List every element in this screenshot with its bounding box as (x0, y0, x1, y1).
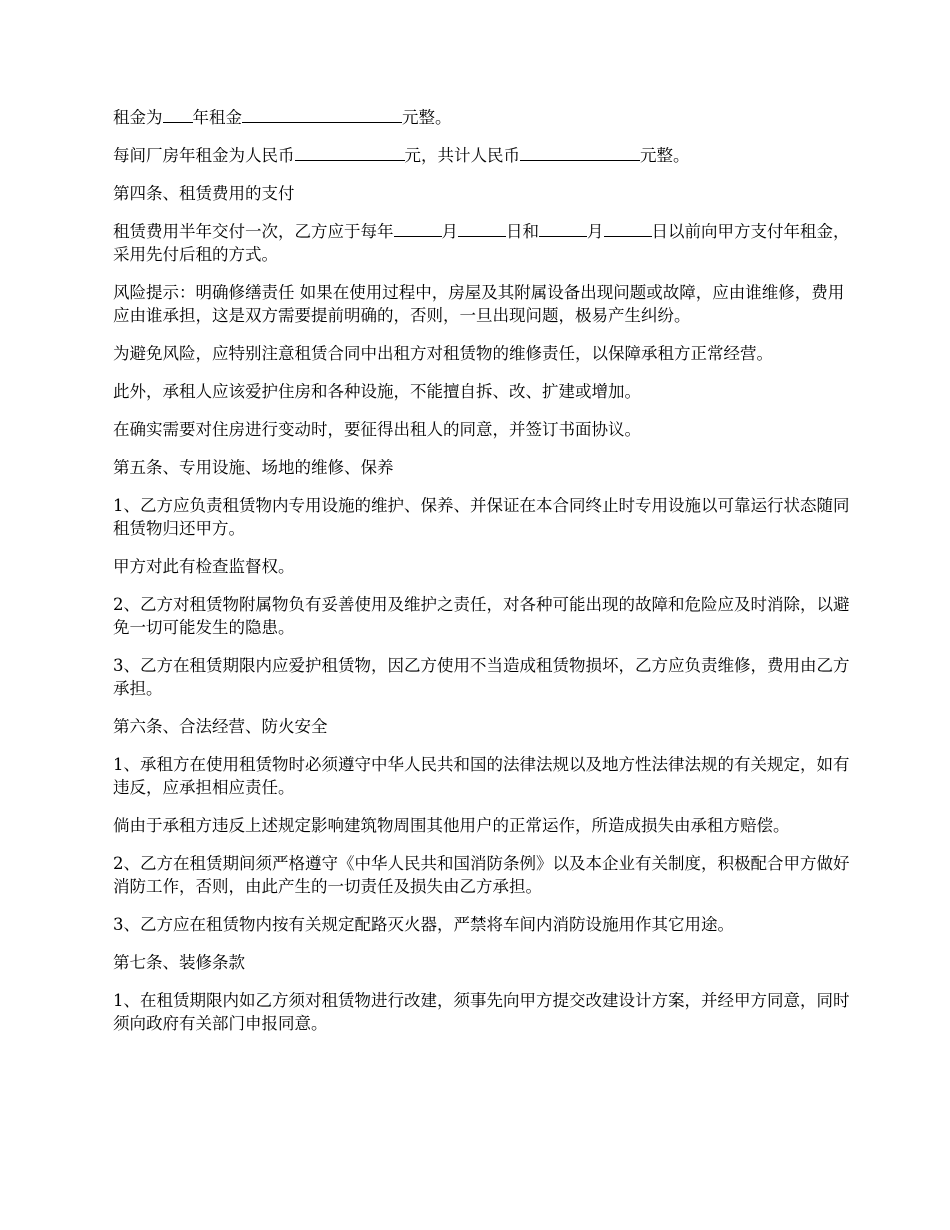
article-4-payment (113, 220, 853, 266)
document-page (113, 106, 853, 1050)
workshop-rent-blank (295, 144, 405, 161)
month2-blank (539, 220, 587, 237)
article-5-item-2: 2、乙方对租赁物附属物负有妥善使用及维护之责任，对各种可能出现的故障和危险应及时消除，以避免一切可能发生的隐患。 (113, 595, 850, 637)
article-6-compensate: 倘由于承租方违反上述规定影响建筑物周围其他用户的正常运作，所造成损失由承租方赔偿。 (113, 816, 790, 835)
month1-blank (394, 220, 442, 237)
article-6-item-1: 1、承租方在使用租赁物时必须遵守中华人民共和国的法律法规以及地方性法律法规的有关规定，如有违反，应承担相应责任。 (113, 755, 850, 797)
workshop-rent-part1: 每间厂房年租金为人民币 (113, 146, 295, 165)
payment-part1: 租赁费用半年交付一次，乙方应于每年 (113, 222, 394, 241)
article-7-item-1: 1、在租赁期限内如乙方须对租赁物进行改建，须事先向甲方提交改建设计方案，并经甲方同意，同时须向政府有关部门申报同意。 (113, 991, 850, 1033)
rent-line (113, 106, 853, 129)
avoid-risk: 为避免风险，应特别注意租赁合同中出租方对租赁物的维修责任，以保障承租方正常经营。 (113, 344, 773, 363)
article-5-item-3: 3、乙方在租赁期限内应爱护租赁物，因乙方使用不当造成租赁物损坏，乙方应负责维修，费用由乙方承担。 (113, 656, 850, 698)
article-7-title: 第七条、装修条款 (113, 953, 245, 972)
workshop-rent-part2: 元，共计人民币 (404, 146, 520, 165)
workshop-rent-line (113, 144, 853, 167)
day1-blank (458, 220, 506, 237)
article-6-item-3: 3、乙方应在租赁物内按有关规定配路灭火器，严禁将车间内消防设施用作其它用途。 (113, 915, 734, 934)
total-rent-blank (520, 144, 640, 161)
rent-years-blank (163, 106, 193, 123)
changes: 在确实需要对住房进行变动时，要征得出租人的同意，并签订书面协议。 (113, 420, 641, 439)
payment-month1: 月 (441, 222, 458, 241)
rent-line-part3: 元整。 (402, 108, 452, 127)
article-5-supervise: 甲方对此有检查监督权。 (113, 557, 295, 576)
besides: 此外，承租人应该爱护住房和各种设施，不能擅自拆、改、扩建或增加。 (113, 382, 641, 401)
rent-line-part1: 租金为 (113, 108, 163, 127)
annual-rent-blank (242, 106, 402, 123)
article-6-item-2: 2、乙方在租赁期间须严格遵守《中华人民共和国消防条例》以及本企业有关制度，积极配合甲方做好消防工作，否则，由此产生的一切责任及损失由乙方承担。 (113, 854, 850, 896)
article-5-item-1: 1、乙方应负责租赁物内专用设施的维护、保养、并保证在本合同终止时专用设施以可靠运行状态随同租赁物归还甲方。 (113, 496, 850, 538)
article-6-title: 第六条、合法经营、防火安全 (113, 717, 328, 736)
day2-blank (604, 220, 652, 237)
rent-line-part2: 年租金 (192, 108, 242, 127)
risk-tip: 风险提示：明确修缮责任 如果在使用过程中，房屋及其附属设备出现问题或故障，应由谁维修，费用应由谁承担，这是双方需要提前明确的，否则，一旦出现问题，极易产生纠纷。 (113, 283, 845, 325)
payment-part2: 日以前向甲方支付年租金，采用先付后租的方式。 (113, 222, 850, 264)
article-4-title: 第四条、租赁费用的支付 (113, 184, 295, 203)
article-5-title: 第五条、专用设施、场地的维修、保养 (113, 458, 394, 477)
payment-day1: 日和 (506, 222, 539, 241)
workshop-rent-part3: 元整。 (640, 146, 690, 165)
payment-month2: 月 (587, 222, 604, 241)
